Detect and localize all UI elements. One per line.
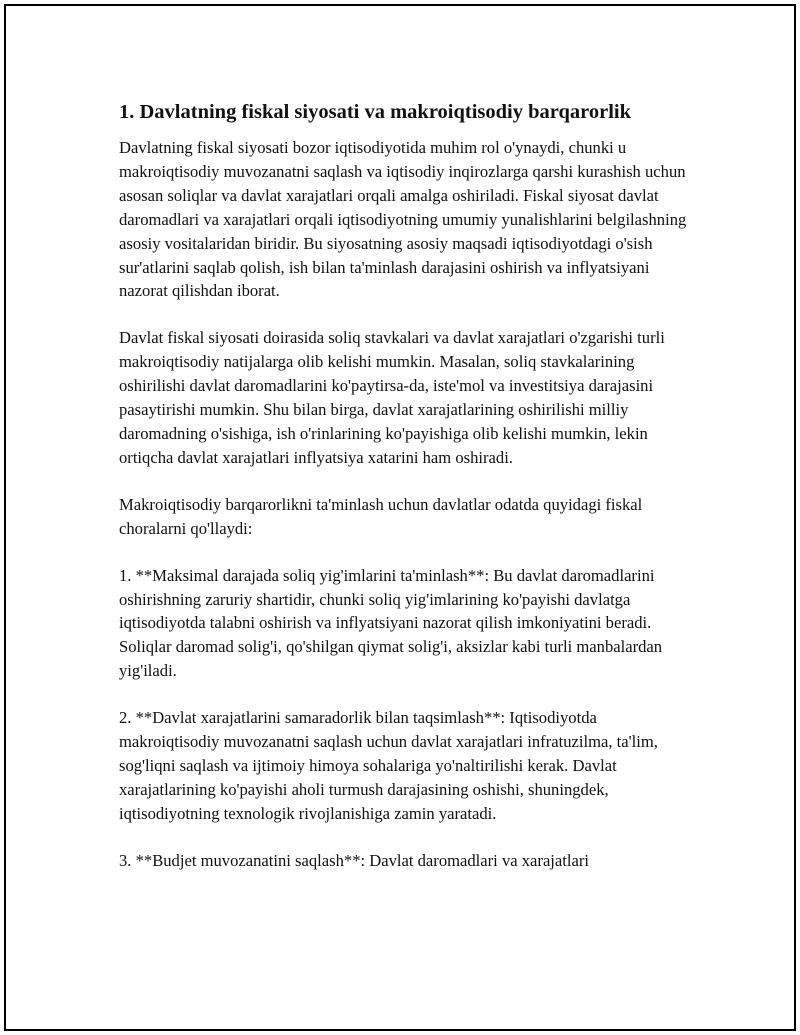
paragraph-intro: Davlatning fiskal siyosati bozor iqtisodiyotida muhim rol o'ynaydi, chunki u makroiqtisodiy muvozanatni saqlash va iqtisodiy inqirozlarga qarshi kurashish uchun asosan soliqlar va davlat xarajatlari orqali amalga oshiriladi. Fiskal siyosat davlat daromadlari va xarajatlari orqali iqtisodiyotning umumiy yunalishlarini belgilashning asosiy vositalaridan biridir. Bu siyosatning asosiy maqsadi iqtisodiyotdagi o'sish sur'atlarini saqlab qolish, ish bilan ta'minlash darajasini oshirish va inflyatsiyani nazorat qilishdan iborat.: [119, 138, 687, 301]
paragraph-tax-effects: Davlat fiskal siyosati doirasida soliq stavkalari va davlat xarajatlari o'zgarishi turli makroiqtisodiy natijalarga olib kelishi mumkin. Masalan, soliq stavkalarining oshirilishi davlat daromadlarini ko'paytirsa-da, iste'mol va investitsiya darajasini pasaytirishi mumkin. Shu bilan birga, davlat xarajatlarining oshirilishi milliy daromadning o'sishiga, ish o'rinlarining ko'payishiga olib kelishi mumkin, lekin ortiqcha davlat xarajatlari inflyatsiya xatarini ham oshiradi.: [119, 328, 665, 467]
list-item-spending-allocation: 2. **Davlat xarajatlarini samaradorlik bilan taqsimlash**: Iqtisodiyotda makroiqtisodiy muvozanatni saqlash uchun davlat xarajatlari infratuzilma, ta'lim, sog'liqni saqlash va ijtimoiy himoya sohalariga yo'naltirilishi kerak. Davlat xarajatlarining ko'payishi aholi turmush darajasining oshishi, shuningdek, iqtisodiyotning texnologik rivojlanishiga zamin yaratadi.: [119, 708, 658, 823]
document-body: [119, 98, 694, 896]
list-item-tax-collection: 1. **Maksimal darajada soliq yig'imlarini ta'minlash**: Bu davlat daromadlarini oshirishning zaruriy shartidir, chunki soliq yig'imlarining ko'payishi davlatga iqtisodiyotda talabni oshirish va inflyatsiyani nazorat qilish imkoniyatini beradi. Soliqlar daromad solig'i, qo'shilgan qiymat solig'i, aksizlar kabi turli manbalardan yig'iladi.: [119, 565, 663, 681]
paragraph-measures-intro: Makroiqtisodiy barqarorlikni ta'minlash uchun davlatlar odatda quyidagi fiskal choralarni qo'llaydi:: [119, 494, 643, 538]
list-item-budget-balance: 3. **Budjet muvozanatini saqlash**: Davlat daromadlari va xarajatlari: [119, 850, 590, 870]
section-heading: 1. Davlatning fiskal siyosati va makroiqtisodiy barqarorlik: [119, 101, 632, 123]
page-frame: [4, 4, 796, 1031]
